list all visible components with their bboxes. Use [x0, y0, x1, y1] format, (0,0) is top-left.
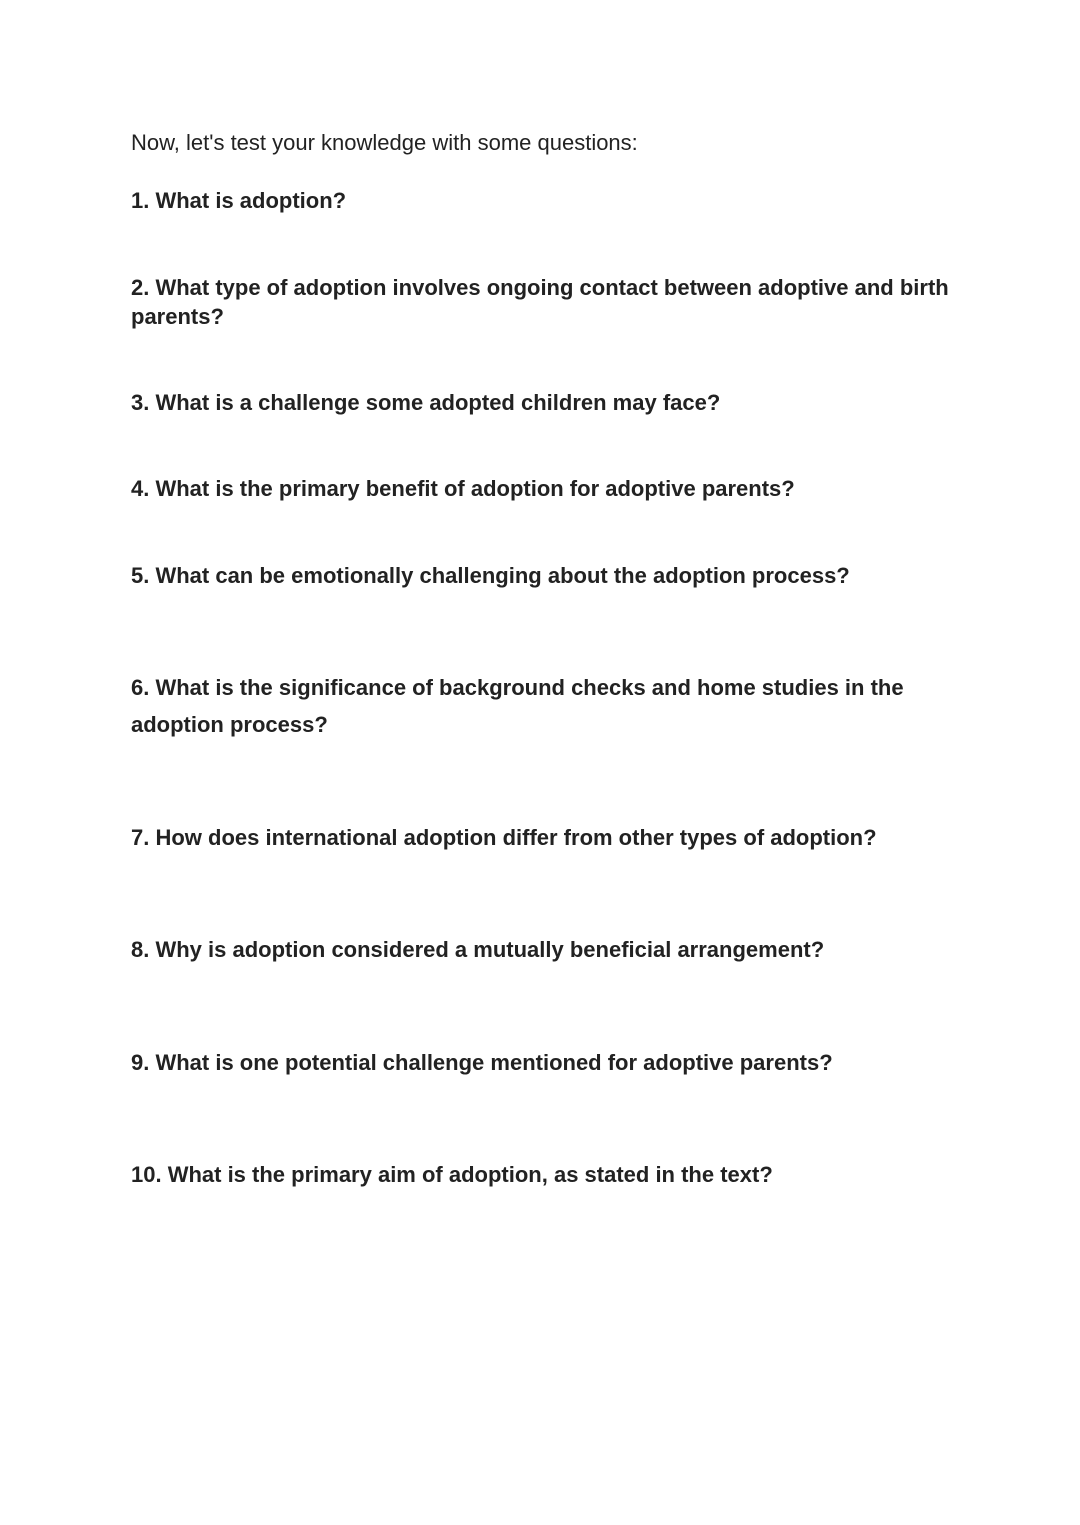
question-10: 10. What is the primary aim of adoption, as stated in the text?: [131, 1162, 773, 1187]
question-4: 4. What is the primary benefit of adoption for adoptive parents?: [131, 476, 795, 501]
question-3: 3. What is a challenge some adopted children may face?: [131, 390, 721, 415]
question-9: 9. What is one potential challenge mentioned for adoptive parents?: [131, 1050, 833, 1075]
intro-text: Now, let's test your knowledge with some questions:: [131, 130, 638, 155]
question-5: 5. What can be emotionally challenging about the adoption process?: [131, 563, 850, 588]
question-2: 2. What type of adoption involves ongoing contact between adoptive and birth parents?: [131, 275, 949, 329]
question-1: 1. What is adoption?: [131, 188, 347, 213]
question-6: 6. What is the significance of background checks and home studies in the adoption process?: [131, 675, 904, 737]
question-8: 8. Why is adoption considered a mutually beneficial arrangement?: [131, 937, 825, 962]
question-7: 7. How does international adoption differ from other types of adoption?: [131, 825, 877, 850]
